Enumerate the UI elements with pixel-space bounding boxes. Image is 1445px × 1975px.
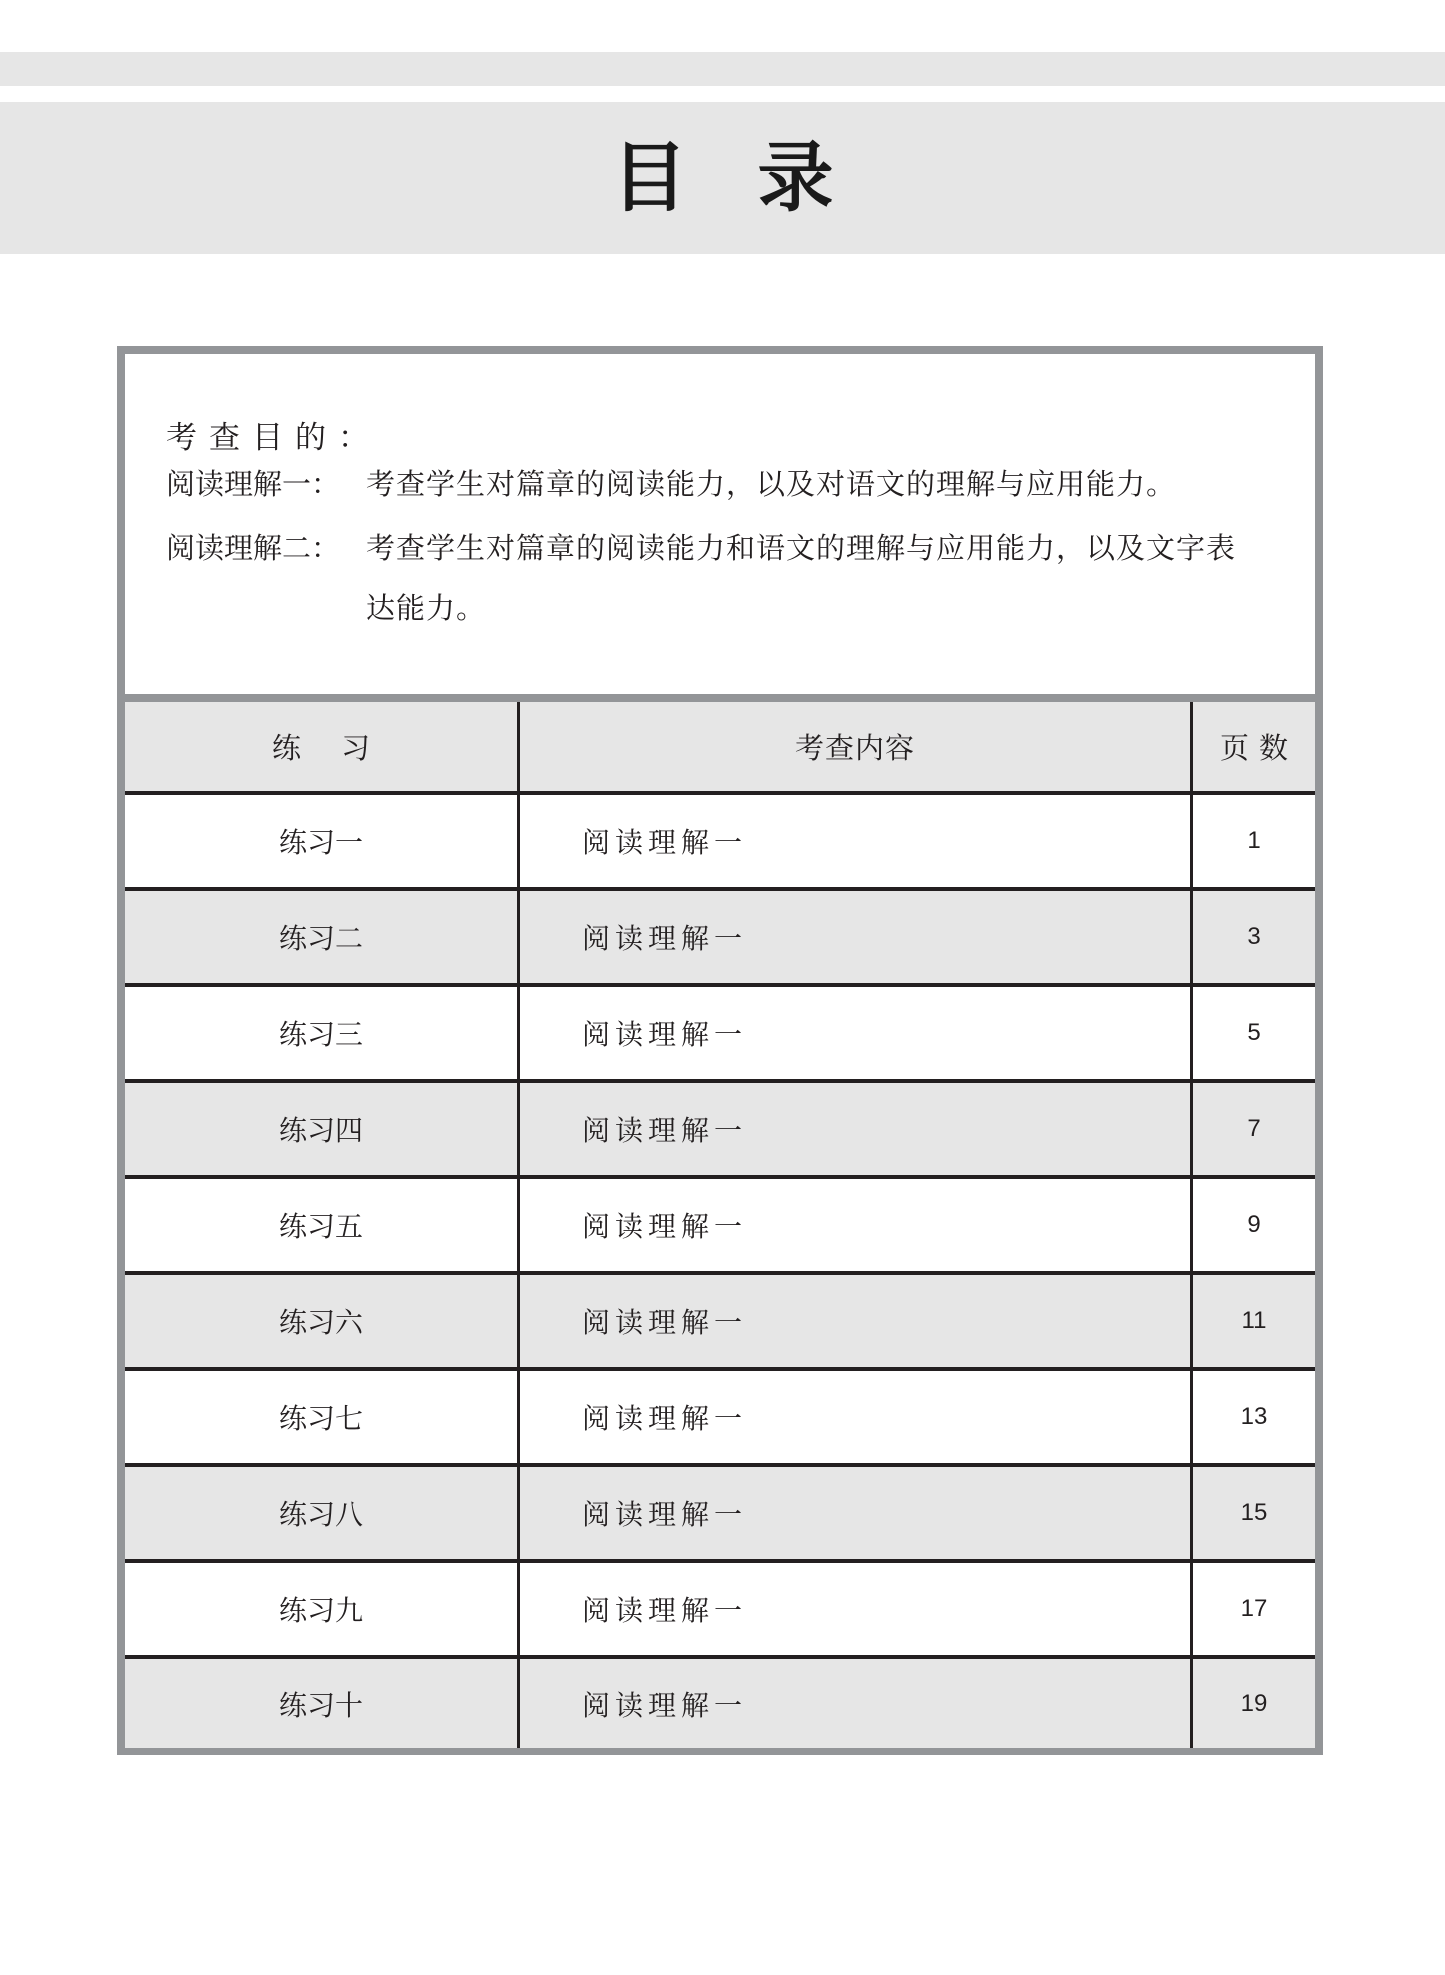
section-divider [125,694,1315,702]
decorative-top-band [0,52,1445,86]
table-row[interactable] [125,1083,1315,1179]
header-page: 页数 [1219,731,1298,765]
table-row[interactable] [125,891,1315,987]
page-cell: 5 [1247,1019,1261,1046]
purpose-section [125,354,1315,694]
content-cell: 阅读理解一 [520,1083,1193,1175]
content-cell: 阅读理解一 [520,987,1193,1079]
exercise-cell: 练习九 [125,1563,520,1655]
toc-table [125,702,1315,1748]
page-cell: 17 [1240,1595,1268,1622]
page-cell: 11 [1241,1307,1267,1334]
table-row[interactable] [125,1659,1315,1748]
exercise-cell: 练习三 [125,987,520,1079]
content-cell: 阅读理解一 [520,1467,1193,1559]
purpose-item-text: 考查学生对篇章的阅读能力，以及对语文的理解与应用能力。 [366,467,1177,501]
page-cell: 15 [1240,1499,1268,1526]
page-cell: 13 [1240,1403,1268,1430]
page-cell: 3 [1247,923,1261,950]
purpose-heading: 考查目的： [166,420,381,456]
purpose-item [166,454,1266,514]
content-cell: 阅读理解一 [520,1371,1193,1463]
table-row[interactable] [125,1275,1315,1371]
content-cell: 阅读理解一 [520,795,1193,887]
content-cell: 阅读理解一 [520,1659,1193,1748]
purpose-item-label: 阅读理解一： [166,467,341,501]
table-header-row [125,702,1315,795]
content-cell: 阅读理解一 [520,891,1193,983]
page-cell: 1 [1247,827,1261,854]
table-row[interactable] [125,795,1315,891]
exercise-cell: 练习八 [125,1467,520,1559]
header-content: 考查内容 [520,702,1193,791]
exercise-cell: 练习六 [125,1275,520,1367]
toc-frame [117,346,1323,1755]
content-cell: 阅读理解一 [520,1275,1193,1367]
content-cell: 阅读理解一 [520,1563,1193,1655]
exercise-cell: 练习二 [125,891,520,983]
exercise-cell: 练习十 [125,1659,520,1748]
exercise-cell: 练习四 [125,1083,520,1175]
exercise-cell: 练习五 [125,1179,520,1271]
content-cell: 阅读理解一 [520,1179,1193,1271]
page-cell: 7 [1247,1115,1261,1142]
purpose-item-label: 阅读理解二： [166,531,341,565]
page-cell: 9 [1247,1211,1261,1238]
exercise-cell: 练习一 [125,795,520,887]
table-row[interactable] [125,987,1315,1083]
page-cell: 19 [1240,1689,1268,1717]
table-row[interactable] [125,1371,1315,1467]
page-title: 目录 [611,133,904,222]
title-band [0,102,1445,254]
purpose-item [166,518,1246,638]
table-row[interactable] [125,1467,1315,1563]
exercise-cell: 练习七 [125,1371,520,1463]
table-row[interactable] [125,1563,1315,1659]
table-row[interactable] [125,1179,1315,1275]
header-exercise: 练习 [125,702,520,791]
purpose-item-text: 考查学生对篇章的阅读能力和语文的理解与应用能力，以及文字表达能力。 [366,531,1237,625]
